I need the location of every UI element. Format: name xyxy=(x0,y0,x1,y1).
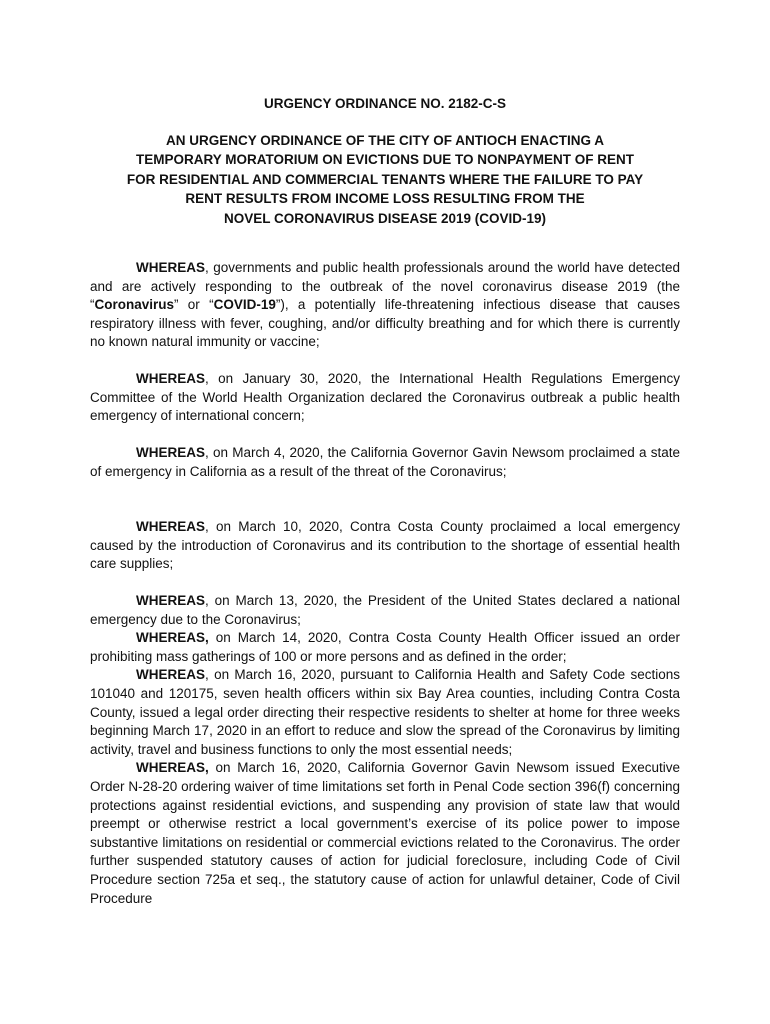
recital-3 xyxy=(90,444,680,481)
title-line: RENT RESULTS FROM INCOME LOSS RESULTING FROM THE xyxy=(185,191,585,207)
defined-term-covid: COVID-19 xyxy=(213,297,276,313)
recital-text: on March 14, 2020, Contra Costa County Health Officer issued an order prohibiting mass gatherings of 100 or more persons and as defined in the order; xyxy=(90,630,680,664)
ordinance-title xyxy=(60,131,710,228)
recital-text: , on March 10, 2020, Contra Costa County proclaimed a local emergency caused by the introduction of Coronavirus and its contribution to the shortage of essential health care supplies; xyxy=(90,519,680,572)
recital-4 xyxy=(90,518,680,574)
whereas-label: WHEREAS xyxy=(136,593,206,608)
whereas-label: WHEREAS xyxy=(136,667,206,683)
recital-text: , on March 16, 2020, pursuant to California Health and Safety Code sections 101040 and 120175, seven health officers within six Bay Area counties, including Contra Costa County, issued a legal order directing their respective residents to shelter at home for three weeks beginning March 17, 2020 in an effort to reduce and slow the spread of the Coronavirus by limiting activity, travel and business functions to only the most essential needs; xyxy=(90,667,680,757)
title-line: TEMPORARY MORATORIUM ON EVICTIONS DUE TO NONPAYMENT OF RENT xyxy=(135,152,635,168)
recital-7 xyxy=(90,666,680,759)
whereas-label: WHEREAS xyxy=(136,260,206,275)
defined-term-coronavirus: Coronavirus xyxy=(94,297,175,313)
ordinance-number: URGENCY ORDINANCE NO. 2182-C-S xyxy=(263,96,507,111)
recital-text: ” or “ xyxy=(174,297,214,313)
recital-6 xyxy=(90,629,680,666)
title-line: NOVEL CORONAVIRUS DISEASE 2019 (COVID-19) xyxy=(223,210,547,226)
recital-5 xyxy=(90,592,680,629)
whereas-label: WHEREAS, xyxy=(136,760,209,776)
recital-8 xyxy=(90,759,680,908)
title-line: AN URGENCY ORDINANCE OF THE CITY OF ANTIOCH ENACTING A xyxy=(165,133,604,148)
recital-2 xyxy=(90,370,680,426)
recital-text: , on January 30, 2020, the International Health Regulations Emergency Committee of the World Health Organization declared the Coronavirus outbreak a public health emergency of international concern; xyxy=(90,371,680,424)
recital-text: , on March 4, 2020, the California Governor Gavin Newsom proclaimed a state of emergency in California as a result of the threat of the Coronavirus; xyxy=(90,445,680,479)
recital-block-2 xyxy=(90,370,680,426)
recital-block-1 xyxy=(90,259,680,352)
whereas-label: WHEREAS xyxy=(136,519,206,534)
recital-text: , on March 13, 2020, the President of the United States declared a national emergency due to the Coronavirus; xyxy=(90,593,680,627)
recital-text: , governments and public health professionals around the world have detected and are actively responding to the outbreak of the novel coronavirus disease 2019 (the “ xyxy=(90,260,680,313)
whereas-label: WHEREAS xyxy=(136,445,206,460)
title-line: FOR RESIDENTIAL AND COMMERCIAL TENANTS WHERE THE FAILURE TO PAY xyxy=(126,171,644,187)
recital-block-5 xyxy=(90,592,680,908)
recital-text: ”), a potentially life-threatening infectious disease that causes respiratory illness with fever, coughing, and/or difficulty breathing and for which there is currently no known natural immunity or vaccine; xyxy=(90,297,680,350)
whereas-label: WHEREAS xyxy=(136,371,206,386)
recital-block-3 xyxy=(90,444,680,481)
recital-block-4 xyxy=(90,518,680,574)
whereas-label: WHEREAS, xyxy=(136,630,209,646)
recital-1 xyxy=(90,259,680,352)
recital-text: on March 16, 2020, California Governor Gavin Newsom issued Executive Order N-28-20 ordering waiver of time limitations set forth in Penal Code section 396(f) concerning protections against residential evictions, and suspending any provision of state law that would preempt or otherwise restrict a local government’s exercise of its police power to impose substantive limitations on residential or commercial evictions related to the Coronavirus. The order further suspended statutory causes of action for judicial foreclosure, including Code of Civil Procedure section 725a et seq., the statutory cause of action for unlawful detainer, Code of Civil Procedure xyxy=(90,760,680,906)
